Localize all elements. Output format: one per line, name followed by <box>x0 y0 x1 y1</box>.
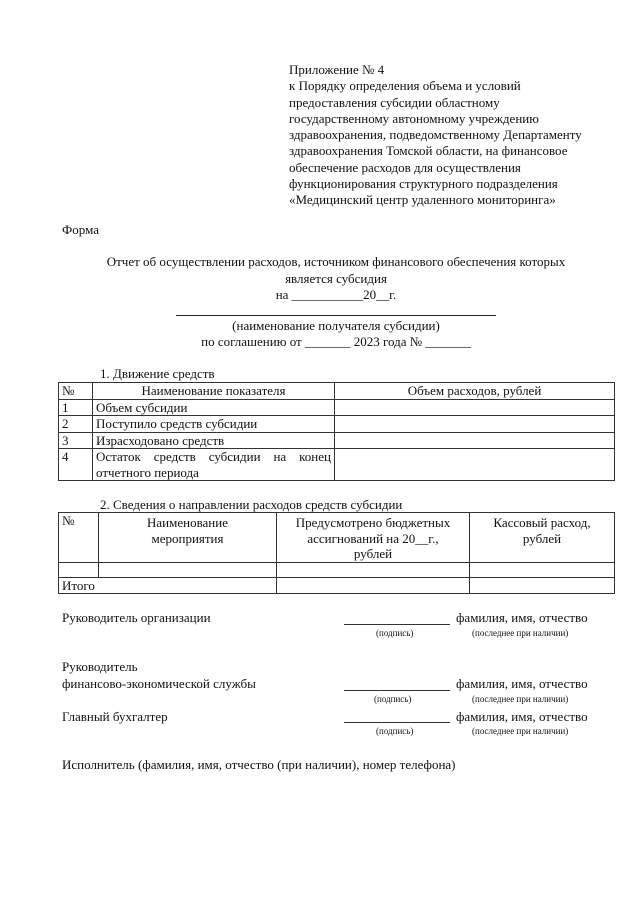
recipient-name-line <box>176 315 496 316</box>
report-title-line: является субсидия <box>285 270 387 286</box>
table-row <box>59 432 615 449</box>
fio-label: фамилия, имя, отчество <box>456 610 588 625</box>
header-cash <box>470 513 615 563</box>
header-planned-line: ассигнований на 20__г., <box>307 530 439 546</box>
table-row <box>59 399 615 416</box>
row-value <box>335 416 615 433</box>
appendix-line: здравоохранения, подведомственному Департаменту <box>289 127 582 143</box>
signature-caption: (подпись) <box>376 726 414 736</box>
empty-cell <box>99 562 277 577</box>
fio-caption: (последнее при наличии) <box>472 726 569 736</box>
report-title <box>60 254 612 304</box>
total-row <box>59 577 615 594</box>
table-header-row <box>59 513 615 563</box>
signature-line <box>344 624 450 625</box>
table-row <box>59 416 615 433</box>
signature-line <box>344 722 450 723</box>
report-period: на ___________20__г. <box>275 287 397 302</box>
row-value <box>335 399 615 416</box>
section2-title: 2. Сведения о направлении расходов средств субсидии <box>100 497 403 512</box>
fio-caption: (последнее при наличии) <box>472 628 569 638</box>
appendix-line: государственному автономному учреждению <box>289 110 539 126</box>
empty-cell <box>277 577 470 594</box>
row-name: Поступило средств субсидии <box>93 416 335 433</box>
appendix-line: функционирования структурного подразделения <box>289 176 558 192</box>
header-num: № <box>59 513 99 563</box>
empty-cell <box>59 562 99 577</box>
head-fin-label-line2: финансово-экономической службы <box>62 676 256 691</box>
header-cash-line: Кассовый расход, <box>493 515 591 530</box>
row-value <box>335 449 615 481</box>
row-name-line: Остаток средств субсидии на конец <box>96 449 331 464</box>
appendix-line: обеспечение расходов для осуществления <box>289 159 521 175</box>
expense-directions-table <box>58 512 615 594</box>
row-name <box>93 449 335 481</box>
report-title-line: Отчет об осуществлении расходов, источником финансового обеспечения которых <box>106 254 566 269</box>
row-value <box>335 432 615 449</box>
header-indicator: Наименование показателя <box>93 383 335 400</box>
form-label: Форма <box>62 222 99 237</box>
table-row <box>59 449 615 481</box>
appendix-line: Приложение № 4 <box>289 62 385 77</box>
executor-label: Исполнитель (фамилия, имя, отчество (при наличии), номер телефона) <box>62 757 456 772</box>
row-name-line: отчетного периода <box>96 464 199 480</box>
agreement-text: по соглашению от _______ 2023 года № _______ <box>201 334 471 349</box>
header-num: № <box>59 383 93 400</box>
funds-movement-table <box>58 382 615 481</box>
empty-cell <box>470 577 615 594</box>
header-amount: Объем расходов, рублей <box>335 383 615 400</box>
row-name: Израсходовано средств <box>93 432 335 449</box>
appendix-line: предоставления субсидии областному <box>289 94 500 110</box>
header-event <box>99 513 277 563</box>
row-num: 3 <box>59 432 93 449</box>
fio-caption: (последнее при наличии) <box>472 694 569 704</box>
header-planned-line: рублей <box>353 546 393 561</box>
table-row <box>59 562 615 577</box>
signature-line <box>344 690 450 691</box>
appendix-header <box>289 62 629 209</box>
total-label: Итого <box>59 577 277 594</box>
header-planned-line: Предусмотрено бюджетных <box>295 515 451 530</box>
appendix-line: «Медицинский центр удаленного мониторинга» <box>289 192 556 208</box>
row-name: Объем субсидии <box>93 399 335 416</box>
empty-cell <box>470 562 615 577</box>
header-event-line: Наименование <box>147 515 228 530</box>
table-header-row <box>59 383 615 400</box>
row-num: 2 <box>59 416 93 433</box>
appendix-line: к Порядку определения объема и условий <box>289 78 521 94</box>
header-cash-line: рублей <box>522 530 562 546</box>
appendix-line: здравоохранения Томской области, на финансовое <box>289 143 568 159</box>
header-event-line: мероприятия <box>151 530 224 546</box>
head-fin-label-line1: Руководитель <box>62 659 138 674</box>
chief-accountant-label: Главный бухгалтер <box>62 709 168 724</box>
head-org-label: Руководитель организации <box>62 610 211 625</box>
fio-label: фамилия, имя, отчество <box>456 709 588 724</box>
empty-cell <box>277 562 470 577</box>
signature-caption: (подпись) <box>376 628 414 638</box>
row-num: 4 <box>59 449 93 481</box>
signature-caption: (подпись) <box>374 694 412 704</box>
recipient-caption: (наименование получателя субсидии) <box>232 318 440 333</box>
section1-title: 1. Движение средств <box>100 366 215 381</box>
header-planned <box>277 513 470 563</box>
fio-label: фамилия, имя, отчество <box>456 676 588 691</box>
row-num: 1 <box>59 399 93 416</box>
